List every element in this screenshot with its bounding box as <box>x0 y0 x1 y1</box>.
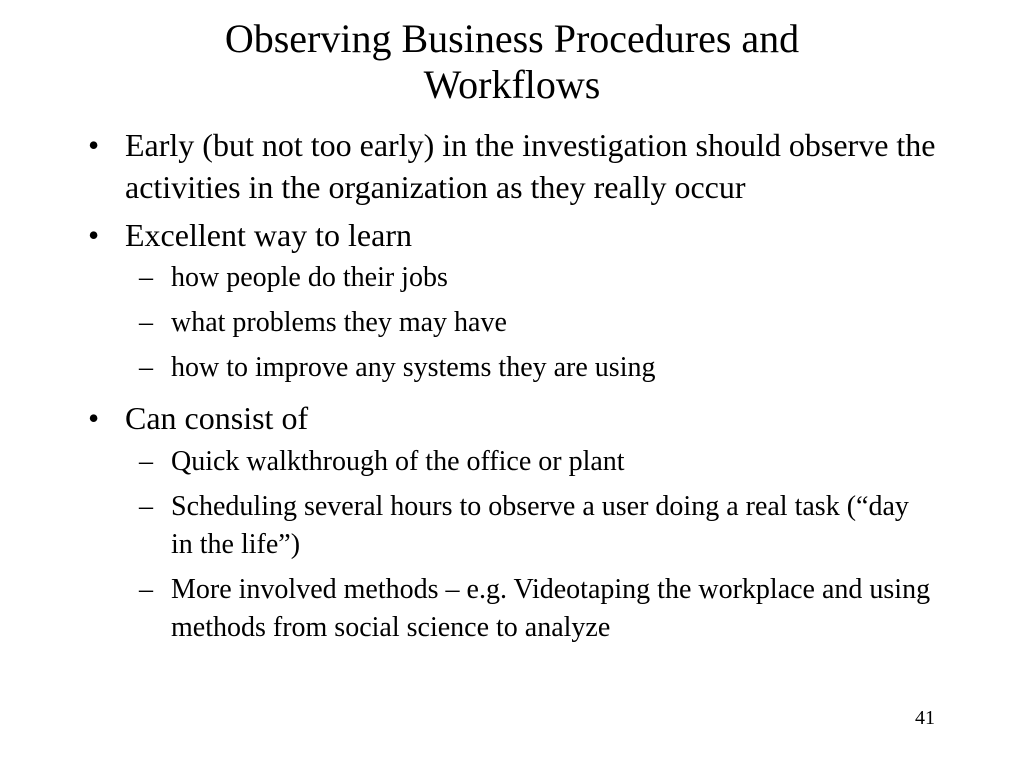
bullet-marker: • <box>88 127 100 163</box>
sub-item <box>0 443 931 481</box>
bullet-text: Early (but not too early) in the investigation should observe the activities in the organization as they really occur <box>125 127 936 205</box>
bullet-marker: • <box>88 400 100 436</box>
sub-item <box>0 259 931 297</box>
bullet-item-1 <box>0 124 940 208</box>
sub-item-text: Scheduling several hours to observe a user doing a real task (“day in the life”) <box>171 491 909 560</box>
dash-marker: – <box>139 491 153 522</box>
dash-marker: – <box>139 262 153 293</box>
dash-marker: – <box>139 446 153 477</box>
page-number: 41 <box>915 707 935 729</box>
bullet-list <box>0 124 1024 647</box>
bullet-item-2 <box>0 214 940 256</box>
sub-item-text: what problems they may have <box>171 307 507 338</box>
dash-marker: – <box>139 574 153 605</box>
sub-item-text: Quick walkthrough of the office or plant <box>171 446 625 477</box>
slide-title-line-1: Observing Business Procedures and <box>224 16 800 61</box>
slide-title-line-2: Workflows <box>423 62 601 107</box>
slide-title <box>100 16 924 108</box>
bullet-text: Excellent way to learn <box>125 217 412 253</box>
sub-item-text: how to improve any systems they are using <box>171 352 656 383</box>
sub-item <box>0 304 931 342</box>
bullet-marker: • <box>88 217 100 253</box>
sub-item <box>0 488 931 564</box>
bullet-text: Can consist of <box>125 400 309 436</box>
sub-item <box>0 349 931 387</box>
sub-item <box>0 571 931 647</box>
sub-item-text: how people do their jobs <box>171 262 448 293</box>
bullet-item-3 <box>0 397 940 439</box>
dash-marker: – <box>139 307 153 338</box>
sub-item-text: More involved methods – e.g. Videotaping the workplace and using methods from social science to analyze <box>171 574 931 643</box>
dash-marker: – <box>139 352 153 383</box>
